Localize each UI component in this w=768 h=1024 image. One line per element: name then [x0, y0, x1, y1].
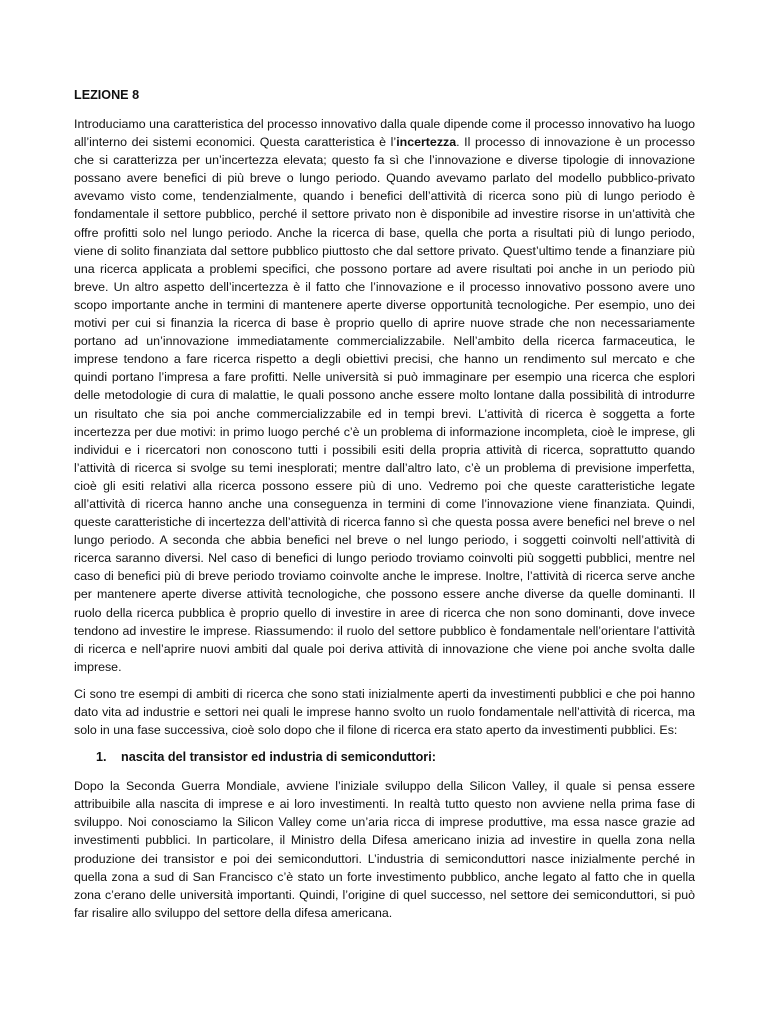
paragraph-text: Introduciamo una caratteristica del processo innovativo dalla quale dipende come il processo innovativo ha luogo all’interno dei sistemi economici. Questa caratteristica è l’ — [74, 117, 695, 150]
paragraph-esempi: Ci sono tre esempi di ambiti di ricerca che sono stati inizialmente aperti da investimenti pubblici e che poi hanno dato vita ad industrie e settori nei quali le imprese hanno svolto un ruolo fondamentale nell’attività di ricerca, ma solo in una fase successiva, cioè solo dopo che il filone di ricerca era stato aperto da investimenti pubblici. Es: — [74, 686, 695, 738]
bold-term: incertezza — [396, 135, 457, 150]
list-number: 1. — [96, 750, 107, 765]
paragraph-text: . Il processo di innovazione è un processo che si caratterizza per un’incertezza elevata; questo fa sì che l’innovazione e diverse tipologie di innovazione possano avere benefici di più breve o lungo periodo. Quando avevamo parlato del modello pubblico-privato avevamo visto come, tendenzialmente, quando i benefici dell’attività di ricerca sono più di lungo periodo è fondamentale il settore pubblico, perché il settore privato non è disponibile ad investire risorse in un’attività che offre profitti solo nel lungo periodo. Anche la ricerca di base, quella che porta a risultati più di lungo periodo, viene di solito finanziata dal settore pubblico piuttosto che dal settore privato. Quest’ultimo tende a finanziare più una ricerca applicata a problemi specifici, che possono portare ad avere risultati poi anche in un periodo più breve. Un altro aspetto dell’incertezza è il fatto che l’innovazione e il processo innovativo possono avere uno scopo importante anche in termini di mantenere aperte diverse opportunità tecnologiche. Per esempio, uno dei motivi per cui si finanzia la ricerca di base è proprio quello di aprire nuove strade che non necessariamente portano ad un’innovazione immediatamente commercializzabile. Nell’ambito della ricerca farmaceutica, le imprese tendono a fare ricerca rispetto a degli obiettivi precisi, che hanno un rendimento sul mercato e che quindi portano l’impresa a fare profitti. Nelle università si può immaginare per esempio una ricerca che esplori delle metodologie di cura di malattie, le quali possono anche essere molto lontane dalla possibilità di introdurre un risultato che sia poi anche commercializzabile ed in tempi brevi. L’attività di ricerca è soggetta a forte incertezza per due motivi: in primo luogo perché c’è un problema di informazione incompleta, cioè le imprese, gli individui e i ricercatori non conoscono tutti i possibili esiti della propria attività di ricerca, soprattutto quando l’attività di ricerca si svolge su temi inesplorati; mentre dall’altro lato, c’è un problema di previsione imperfetta, cioè gli esiti relativi alla ricerca possono essere più di uno. Vedremo poi che queste caratteristiche legate all’attività di ricerca hanno anche una conseguenza in termini di come l’innovazione viene finanziata. Quindi, queste caratteristiche di incertezza dell’attività di ricerca fanno sì che questa possa avere benefici nel breve o nel lungo periodo. A seconda che abbia benefici nel breve o nel lungo periodo, i soggetti coinvolti nell’attività di ricerca saranno diversi. Nel caso di benefici di lungo periodo troviamo coinvolti più soggetti pubblici, mentre nel caso di benefici più di breve periodo troviamo coinvolte anche le imprese. Inoltre, l’attività di ricerca serve anche per mantenere aperte diverse attività tecnologiche, che possono essere anche diverse da quelle dominanti. Il ruolo della ricerca pubblica è proprio quello di investire in aree di ricerca che non sono dominanti, dove invece tendono ad investire le imprese. Riassumendo: il ruolo del settore pubblico è fondamentale nell’orientare l’attività di ricerca e nell’aprire nuovi ambiti dal quale poi deriva attività di innovazione che viene poi anche svolta dalle imprese. — [74, 135, 695, 674]
list-item-text: nascita del transistor ed industria di semiconduttori: — [121, 750, 436, 765]
paragraph-incertezza — [74, 115, 695, 676]
list-item-transistor — [74, 748, 695, 766]
paragraph-silicon-valley: Dopo la Seconda Guerra Mondiale, avviene l’iniziale sviluppo della Silicon Valley, il quale si pensa essere attribuibile alla nascita di imprese e ai loro investimenti. In realtà tutto questo non avviene nella prima fase di sviluppo. Noi conosciamo la Silicon Valley come un’aria ricca di imprese produttive, ma essa nasce grazie ad investimenti pubblici. In particolare, il Ministro della Difesa americano inizia ad investire in quella zona nella produzione dei transistor e poi dei semiconduttori. L’industria di semiconduttori nasce inizialmente perché in quella zona a sud di San Francisco c’è stato un forte investimento pubblico, anche legato al fatto che in quella zona c’erano delle università importanti. Quindi, l’origine di quel successo, nel settore dei semiconduttori, si può far risalire allo sviluppo del settore della difesa americana. — [74, 779, 695, 920]
document-page — [74, 86, 695, 931]
lesson-title: LEZIONE 8 — [74, 88, 140, 102]
